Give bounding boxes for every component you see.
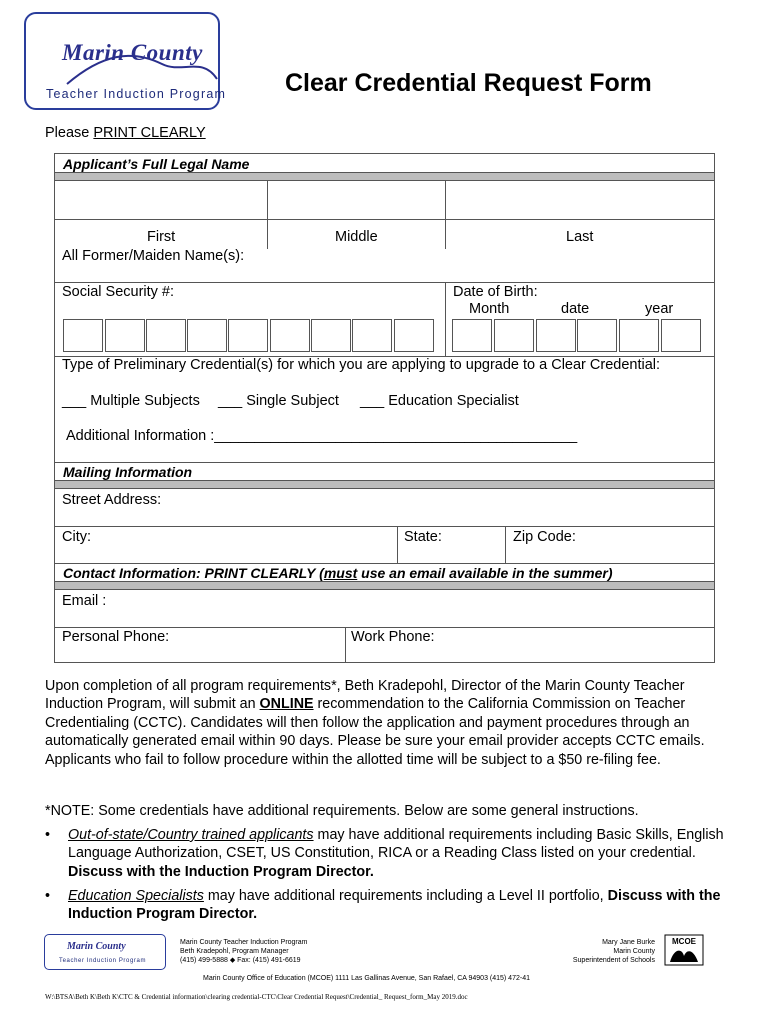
ssn-digit-box[interactable] — [228, 319, 268, 352]
last-name-label: Last — [566, 229, 594, 245]
footer-address: Marin County Office of Education (MCOE) 1111 Las Gallinas Avenue, San Rafael, CA 94903 (415) 472-41 — [203, 975, 530, 982]
bullet-out-of-state: • Out-of-state/Country trained applicants may have additional requirements including Basic Skills, English Language Authorization, CSET, US Constitution, RICA or a Reading Class listed on your credential. Discuss with the Induction Program Director. — [45, 827, 724, 880]
ssn-digit-box[interactable] — [352, 319, 392, 352]
credential-form — [54, 153, 715, 663]
additional-info-field[interactable]: Additional Information :_____________________________________________ — [66, 428, 578, 444]
mcoe-logo-icon — [664, 934, 704, 966]
logo-subtitle: Teacher Induction Program — [46, 87, 227, 101]
work-phone-label: Work Phone: — [351, 629, 435, 645]
completion-paragraph: Upon completion of all program requirements*, Beth Kradepohl, Director of the Marin County Teacher Induction Program, will submit an ONLINE recommendation to the California Commission on Teacher Credentialing (CCTC). Candidates will then follow the application and payment procedures through an automatically generated email within 90 days. Please be sure your email provider accepts CCTC emails. Applicants who fail to follow procedure within the allotted time will be subject to a $50 re-filing fee. — [45, 678, 705, 768]
dob-digit-box[interactable] — [494, 319, 534, 352]
footer-logo-subtitle: Teacher Induction Program — [59, 958, 147, 964]
last-name-field[interactable] — [446, 182, 715, 219]
bullet-icon: • — [45, 827, 51, 843]
footer-file-path: W:\BTSA\Beth K\Beth K\CTC & Credential information\clearing credential-CTC\Clear Credential Request\Credential_ Request_form_May 2019.doc — [45, 993, 468, 1001]
section-divider — [55, 581, 714, 590]
first-name-field[interactable] — [55, 182, 267, 219]
street-address-label: Street Address: — [62, 492, 162, 508]
footer-superintendent-title: Superintendent of Schools — [572, 957, 655, 964]
dob-date-label: date — [561, 301, 590, 317]
ssn-digit-box[interactable] — [187, 319, 227, 352]
ssn-digit-box[interactable] — [311, 319, 351, 352]
first-name-label: First — [147, 229, 176, 245]
ssn-digit-box[interactable] — [63, 319, 103, 352]
footer-county: Marin County — [613, 948, 655, 955]
ssn-digit-box[interactable] — [146, 319, 186, 352]
footer-phone-fax: (415) 499-5888 ◆ Fax: (415) 491-6619 — [180, 957, 301, 964]
city-label: City: — [62, 529, 91, 545]
multiple-subjects-option[interactable]: ___ Multiple Subjects — [62, 393, 200, 409]
state-label: State: — [404, 529, 442, 545]
middle-name-label: Middle — [335, 229, 378, 245]
footer-logo — [44, 934, 166, 970]
email-field[interactable] — [125, 593, 715, 626]
former-names-label: All Former/Maiden Name(s): — [62, 248, 245, 264]
single-subject-option[interactable]: ___ Single Subject — [218, 393, 339, 409]
education-specialist-option[interactable]: ___ Education Specialist — [360, 393, 519, 409]
section-divider — [55, 172, 714, 181]
ssn-digit-box[interactable] — [270, 319, 310, 352]
bullet-icon: • — [45, 888, 51, 904]
applicant-section-header: Applicant’s Full Legal Name — [63, 156, 250, 172]
footer-superintendent-name: Mary Jane Burke — [602, 939, 655, 946]
footer-logo-script: Marin County — [67, 941, 126, 952]
zip-code-label: Zip Code: — [513, 529, 576, 545]
dob-digit-box[interactable] — [577, 319, 617, 352]
dob-digit-box[interactable] — [619, 319, 659, 352]
email-label: Email : — [62, 593, 107, 609]
logo-script-text: Marin County — [62, 40, 203, 65]
page-title: Clear Credential Request Form — [285, 69, 652, 97]
dob-digit-box[interactable] — [661, 319, 701, 352]
mailing-section-header: Mailing Information — [63, 464, 193, 480]
former-names-field[interactable] — [285, 248, 715, 278]
credential-type-label: Type of Preliminary Credential(s) for which you are applying to upgrade to a Clear Credential: — [62, 357, 661, 373]
bullet-education-specialists: • Education Specialists may have additional requirements including a Level II portfolio, Discuss with the Induction Program Director. — [45, 888, 721, 923]
contact-section-header: Contact Information: PRINT CLEARLY (must use an email available in the summer) — [63, 565, 613, 581]
note-paragraph: *NOTE: Some credentials have additional requirements. Below are some general instructions. — [45, 803, 639, 819]
footer-program-name: Marin County Teacher Induction Program — [180, 939, 308, 946]
section-divider — [55, 480, 714, 489]
ssn-digit-box[interactable] — [105, 319, 145, 352]
dob-month-label: Month — [469, 301, 510, 317]
dob-digit-box[interactable] — [452, 319, 492, 352]
street-address-field[interactable] — [175, 492, 715, 525]
dob-digit-box[interactable] — [536, 319, 576, 352]
mcoe-logo-label: MCOE — [672, 937, 696, 946]
dob-year-label: year — [645, 301, 674, 317]
footer-program-manager: Beth Kradepohl, Program Manager — [180, 948, 289, 955]
ssn-label: Social Security #: — [62, 284, 175, 300]
print-instruction: Please PRINT CLEARLY — [45, 125, 206, 141]
dob-label: Date of Birth: — [453, 284, 538, 300]
personal-phone-label: Personal Phone: — [62, 629, 170, 645]
ssn-digit-box[interactable] — [394, 319, 434, 352]
middle-name-field[interactable] — [268, 182, 445, 219]
